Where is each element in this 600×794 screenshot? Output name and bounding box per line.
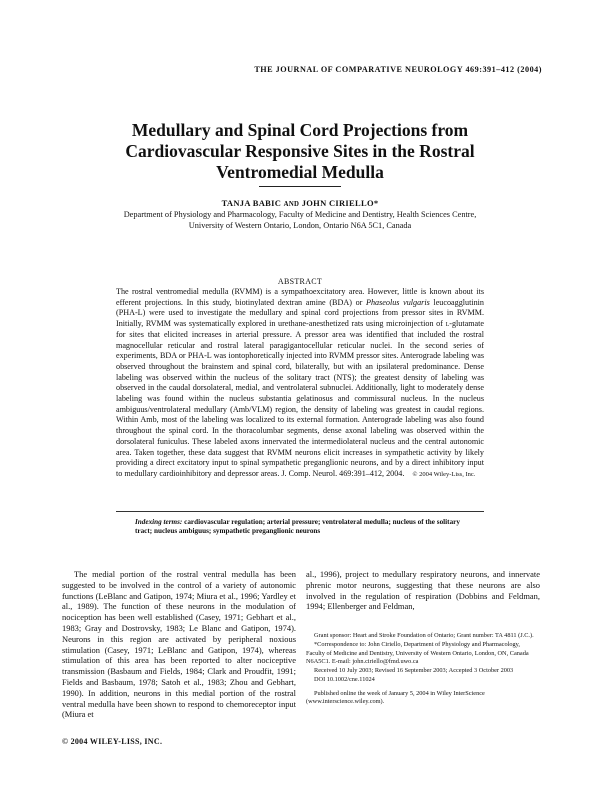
- abstract-copyright: © 2004 Wiley-Liss, Inc.: [412, 470, 476, 478]
- footnote-grant: Grant sponsor: Heart and Stroke Foundation of Ontario; Grant number: TA 4811 (J.C.).: [314, 632, 534, 639]
- abstract-text-2: leucoagglutinin (PHA-L) were used to investigate the medullary and spinal cord projections from pressor sites in RVMM. Initially, RVMM was systematically explored in urethane-anesthetized rats using microinjection of: [116, 297, 484, 329]
- author-line: [80, 198, 520, 208]
- index-terms-top-rule: [116, 511, 484, 512]
- body-right-column: al., 1996), project to medullary respiratory neurons, and innervate phrenic motor neurons, suggesting that these neurons are also involved in the regulation of respiration (Dobbins and Feldman, 1994; Ellenberger and Feldman,: [306, 569, 540, 612]
- footnote-dates: Received 10 July 2003; Revised 16 September 2003; Accepted 3 October 2003: [314, 667, 514, 675]
- footnote-published: Published online the week of January 5, 2004 in Wiley InterScience (www.interscience.wiley.com).: [306, 689, 485, 706]
- author-second: JOHN CIRIELLO*: [301, 198, 379, 208]
- abstract-text-3: -glutamate for sites that elicited increases in arterial pressure. A pressor area was identified that included the rostral magnocellular reticular and rostral lateral paragigantocellular reticular nuclei. In the second series of experiments, BDA or PHA-L was iontophoretically injected into RVMM pressor sites. Anterograde labeling was observed throughout the brainstem and spinal cord, bilaterally, but with an ipsilateral predominance. Dense labeling was observed within the nucleus of the solitary tract (NTS); the greatest density of labeling was observed in the caudal dorsolateral, medial, and ventrolateral subnuclei. Additionally, light to moderately dense labeling was found within the nucleus substantia gelatinosus and commissural nucleus. In the nucleus ambiguus/ventrolateral medullary (Amb/VLM) region, the density of labeling was greatest in caudal regions. Within Amb, most of the labeling was localized to its external formation. Anterograde labeling was also found throughout the spinal cord. In the thoracolumbar segments, dense axonal labeling was observed within the dorsolateral funiculus. These labeled axons innervated the intermediolateral nucleus and the central autonomic area. Taken together, these data suggest that RVMM neurons elicit increases in sympathetic activity by likely providing a direct excitatory input to spinal sympathetic preganglionic neurons, and by a direct inhibitory input to medullary cardioinhibitory and depressor areas. J. Comp. Neurol. 469:391–412, 2004.: [116, 319, 484, 478]
- title-divider: [259, 186, 341, 187]
- footnote-doi: DOI 10.1002/cne.11024: [314, 676, 375, 684]
- index-terms-label: Indexing terms:: [135, 518, 183, 526]
- journal-header: THE JOURNAL OF COMPARATIVE NEUROLOGY 469:391–412 (2004): [254, 65, 542, 74]
- affiliation: Department of Physiology and Pharmacology, Faculty of Medicine and Dentistry, Health Sciences Centre, University of Western Ontario, London, Ontario N6A 5C1, Canada: [123, 210, 477, 230]
- article-title: Medullary and Spinal Cord Projections from Cardiovascular Responsive Sites in the Rostral Ventromedial Medulla: [125, 120, 475, 182]
- abstract-l-prefix: l: [445, 319, 450, 329]
- page-footer-copyright: © 2004 WILEY-LISS, INC.: [62, 737, 163, 746]
- abstract-body: [116, 287, 484, 481]
- index-terms-list: cardiovascular regulation; arterial pressure; ventrolateral medulla; nucleus of the solitary tract; nucleus ambiguus; sympathetic preganglionic neurons: [135, 518, 460, 536]
- index-terms: [135, 518, 465, 537]
- body-left-column: The medial portion of the rostral ventral medulla has been suggested to be involved in the control of a variety of autonomic functions (LeBlanc and Gatipon, 1974; Miura et al., 1996; Yardley et al., 1989). The function of these neurons in the modulation of nociception has been well established (Casey, 1971; Gebhart et al., 1983; Gray and Dostrovsky, 1983; Le Blanc and Gatipon, 1974). Neurons in this region are activated by peripheral noxious stimulation (Casey, 1971; LeBlanc and Gatipon, 1974), whereas stimulation of this area has been reported to alter nociceptive transmission (Basbaum and Fields, 1984; Clark and Proudfit, 1991; Fields and Basbaum, 1978; Satoh et al., 1983; Zhou and Gebhart, 1990). In addition, neurons in this medial portion of the rostral ventral medulla have been shown to respond to chemoreceptor input (Miura et: [62, 569, 296, 720]
- abstract-text-1: The rostral ventromedial medulla (RVMM) is a sympathoexcitatory area. However, little is known about its efferent projections. In this study, biotinylated dextran amine (BDA) or: [116, 287, 484, 307]
- abstract-heading: ABSTRACT: [277, 277, 323, 286]
- abstract-species-name: Phaseolus vulgaris: [366, 297, 430, 307]
- footnotes: [306, 632, 540, 707]
- author-connector: AND: [283, 201, 300, 208]
- author-first: TANJA BABIC: [221, 198, 282, 208]
- footnote-correspondence: *Correspondence to: John Ciriello, Department of Physiology and Pharmacology, Faculty of Medicine and Dentistry, University of Western Ontario, London, ON, Canada N6A5C1. E-mail: john.ciriello@fmd.uwo.ca: [306, 641, 529, 665]
